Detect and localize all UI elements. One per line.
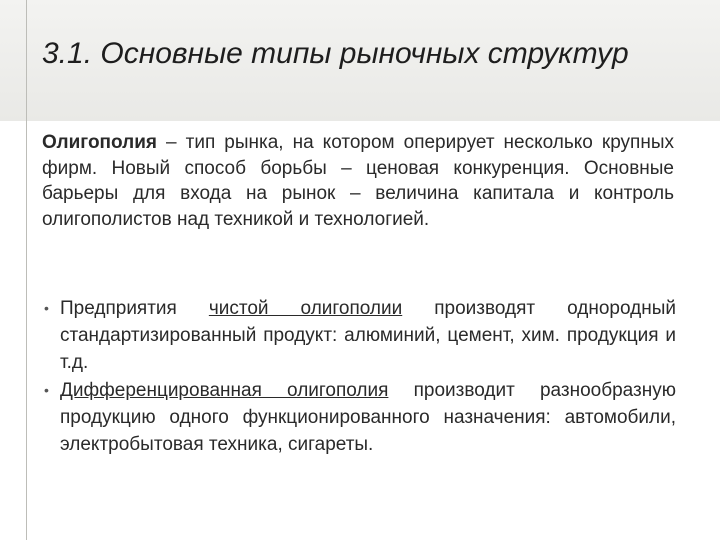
bullet-list — [44, 295, 676, 459]
bullet-body-text: производит разнообразную продукцию одного функционированного назначения: автомобили, электробытовая техника, сигареты. — [60, 380, 676, 455]
bullet-dot-icon: • — [44, 300, 49, 316]
bullet-underlined-term: чистой олигополии — [208, 298, 403, 319]
bullet-dot-icon: • — [44, 382, 49, 398]
intro-paragraph — [42, 130, 674, 232]
bullet-item-differentiated-oligopoly — [44, 377, 676, 458]
bullet-underlined-term: Дифференцированная олигополия — [60, 380, 389, 401]
bullet-item-pure-oligopoly — [44, 295, 676, 376]
bullet-body-text: производят однородный стандартизированный продукт: алюминий, цемент, хим. продукция и т.д. — [60, 298, 676, 373]
intro-text: – тип рынка, на котором оперирует несколько крупных фирм. Новый способ борьбы – ценовая конкуренция. Основные барьеры для входа на рынок – величина капитала и контроль олигополистов над техникой и технологией. — [42, 132, 674, 230]
left-divider-line — [26, 0, 27, 540]
slide-title: 3.1. Основные типы рыночных структур — [42, 37, 629, 70]
bullet-lead-text: Предприятия — [60, 298, 209, 319]
intro-term: Олигополия — [42, 132, 157, 153]
